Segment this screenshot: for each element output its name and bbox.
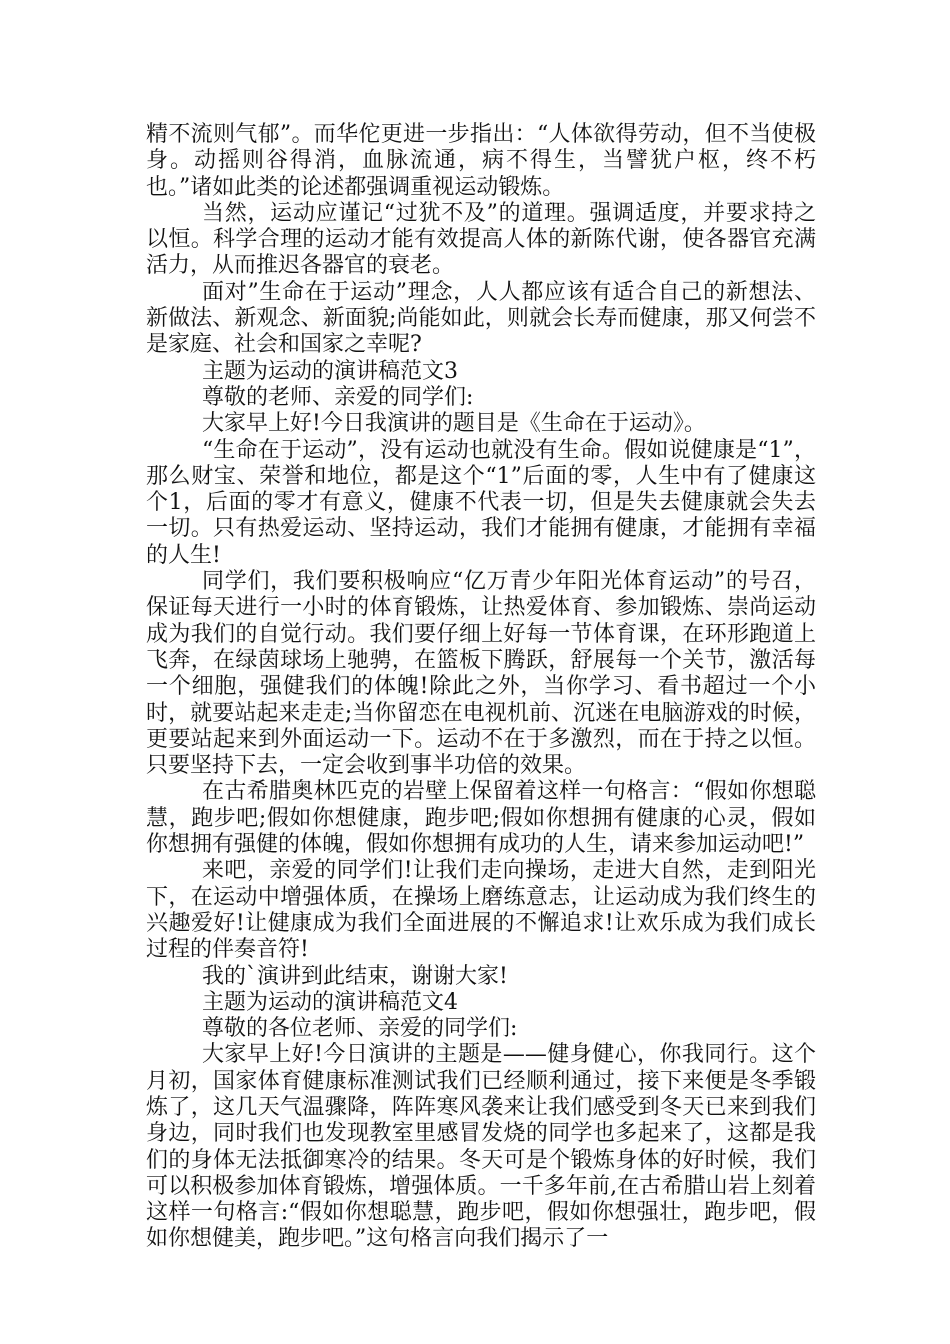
paragraph: 精不流则气郁”。而华佗更进一步指出：“人体欲得劳动，但不当使极身。动摇则谷得消，血脉流通，病不得生，当譬犹户枢，终不朽也。”诸如此类的论述都强调重视运动锻炼。	[146, 122, 816, 200]
section-heading: 主题为运动的演讲稿范文4	[202, 989, 458, 1015]
paragraph: “生命在于运动”，没有运动也就没有生命。假如说健康是“1”，那么财宝、荣誉和地位，都是这个“1”后面的零，人生中有了健康这个1，后面的零才有意义，健康不代表一切，但是失去健康就会失去一切。只有热爱运动、坚持运动，我们才能拥有健康，才能拥有幸福的人生!	[146, 437, 816, 568]
section-heading: 主题为运动的演讲稿范文3	[202, 358, 458, 384]
paragraph: 大家早上好!今日我演讲的题目是《生命在于运动》。	[202, 411, 706, 437]
salutation: 尊敬的老师、亲爱的同学们:	[202, 384, 474, 410]
paragraph: 在古希腊奥林匹克的岩壁上保留着这样一句格言：“假如你想聪慧，跑步吧;假如你想健康，跑步吧;假如你想拥有健康的心灵，假如你想拥有强健的体魄，假如你想拥有成功的人生，请来参加运动吧!”	[146, 779, 816, 858]
paragraph: 我的`演讲到此结束，谢谢大家!	[202, 963, 508, 989]
paragraph: 大家早上好!今日演讲的主题是——健身健心，你我同行。这个月初，国家体育健康标准测试我们已经顺利通过，接下来便是冬季锻炼了，这几天气温骤降，阵阵寒风袭来让我们感受到冬天已来到我们身边，同时我们也发现教室里感冒发烧的同学也多起来了，这都是我们的身体无法抵御寒冷的结果。冬天可是个锻炼身体的好时候，我们可以积极参加体育锻炼，增强体质。一千多年前,在古希腊山岩上刻着这样一句格言:“假如你想聪慧，跑步吧，假如你想强壮，跑步吧，假如你想健美，跑步吧。”这句格言向我们揭示了一	[146, 1042, 816, 1252]
paragraph: 当然，运动应谨记“过犹不及”的道理。强调适度，并要求持之以恒。科学合理的运动才能有效提高人体的新陈代谢，使各器官充满活力，从而推迟各器官的衰老。	[146, 200, 816, 279]
paragraph: 来吧，亲爱的同学们!让我们走向操场，走进大自然，走到阳光下，在运动中增强体质，在操场上磨练意志，让运动成为我们终生的兴趣爱好!让健康成为我们全面进展的不懈追求!让欢乐成为我们成长过程的伴奏音符!	[146, 858, 816, 963]
document-body	[146, 122, 816, 1253]
salutation: 尊敬的各位老师、亲爱的同学们:	[202, 1016, 518, 1042]
paragraph: 面对”生命在于运动”理念，人人都应该有适合自己的新想法、新做法、新观念、新面貌;尚能如此，则就会长寿而健康，那又何尝不是家庭、社会和国家之幸呢?	[146, 279, 816, 358]
paragraph: 同学们，我们要积极响应“亿万青少年阳光体育运动”的号召，保证每天进行一小时的体育锻炼，让热爱体育、参加锻炼、崇尚运动成为我们的自觉行动。我们要仔细上好每一节体育课，在环形跑道上飞奔，在绿茵球场上驰骋，在篮板下腾跃，舒展每一个关节，激活每一个细胞，强健我们的体魄!除此之外，当你学习、看书超过一个小时，就要站起来走走;当你留恋在电视机前、沉迷在电脑游戏的时候，更要站起来到外面运动一下。运动不在于多激烈，而在于持之以恒。只要坚持下去，一定会收到事半功倍的效果。	[146, 569, 816, 779]
